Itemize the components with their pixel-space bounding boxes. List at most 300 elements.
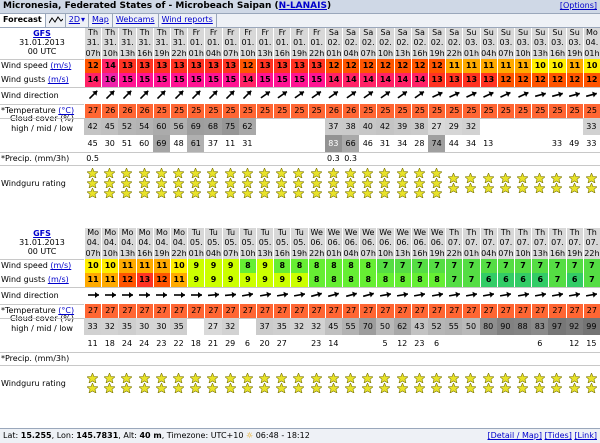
rating-cell <box>273 165 290 203</box>
wind-speed-cell: 13 <box>136 59 153 73</box>
tab-webcams[interactable]: Webcams <box>113 14 159 27</box>
wind-direction-cell <box>411 87 428 104</box>
day-cell: Th <box>531 228 548 238</box>
tab-wind-reports[interactable]: Wind reports <box>159 14 217 27</box>
hour-cell: 16h <box>412 49 428 58</box>
star-icon <box>311 178 322 188</box>
day-cell: Mo <box>583 28 600 38</box>
wind-speed-cell: 7 <box>376 259 393 273</box>
rating-cell <box>101 365 118 403</box>
cloud-mid-cell: 40 <box>359 118 376 135</box>
cloud-mid-cell: 35 <box>273 318 290 335</box>
wind-gusts-cell: 6 <box>497 273 514 287</box>
wind-arrow-icon <box>223 288 237 302</box>
cloud-mid-cell: 62 <box>239 118 256 135</box>
cloud-low-cell: 6 <box>537 339 543 348</box>
star-icon <box>414 168 425 178</box>
wind-direction-cell <box>153 287 170 304</box>
spot-code-link[interactable]: N-LANAIS <box>278 1 327 11</box>
temperature-cell: 27 <box>445 304 462 318</box>
rating-cell <box>256 165 273 203</box>
date-cell: 05. <box>256 238 273 248</box>
cloud-low-cell: 29 <box>225 339 236 348</box>
cloud-low-cell: 66 <box>342 135 359 152</box>
wind-gusts-cell: 12 <box>497 73 514 87</box>
wind-speed-cell: 10 <box>531 59 548 73</box>
precip-cell <box>566 152 583 165</box>
temperature-cell: 27 <box>359 304 376 318</box>
rating-cell <box>170 165 187 203</box>
precip-cell <box>514 352 531 365</box>
date-cell: 05. <box>239 238 256 248</box>
tides-link[interactable]: [Tides] <box>544 431 572 440</box>
cloud-low-cell <box>273 135 290 152</box>
day-cell: Sa <box>359 28 376 38</box>
rating-cell <box>290 365 307 403</box>
temperature-cell: 27 <box>101 304 118 318</box>
cloud-low-cell <box>445 335 462 352</box>
cloud-mid-cell: 52 <box>118 118 135 135</box>
wind-arrow-icon <box>154 288 168 302</box>
wind-direction-cell <box>325 87 342 104</box>
wind-gusts-cell: 15 <box>256 73 273 87</box>
cloud-layers-text: high / mid / low <box>11 124 73 133</box>
cloud-mid-cell: 38 <box>411 118 428 135</box>
temperature-cell: 27 <box>84 104 101 118</box>
hour-cell: 22h <box>309 249 325 258</box>
wind-speed-cell: 11 <box>136 259 153 273</box>
link-link[interactable]: [Link] <box>574 431 597 440</box>
lon-value: 145.7831 <box>76 431 119 440</box>
wind-arrow-icon <box>309 88 323 102</box>
cloud-low-cell: 27 <box>276 339 287 348</box>
hour-cell: 01h <box>463 249 480 258</box>
wind-direction-cell <box>204 87 221 104</box>
star-icon <box>104 383 115 393</box>
wind-arrow-icon <box>120 288 134 302</box>
hour-cell: 07h <box>85 249 101 258</box>
cloud-low-cell: 83 <box>325 135 342 152</box>
date-cell: 06. <box>376 238 393 248</box>
star-icon <box>293 168 304 178</box>
wind-direction-cell <box>480 87 497 104</box>
star-icon <box>259 383 270 393</box>
wind-speed-cell: 13 <box>170 59 187 73</box>
cloud-cover-label <box>0 114 84 134</box>
wind-speed-cell: 13 <box>222 59 239 73</box>
wind-gusts-cell: 13 <box>136 273 153 287</box>
wind-speed-cell: 7 <box>462 259 479 273</box>
wind-gusts-cell: 8 <box>428 273 445 287</box>
temperature-label-unit[interactable]: (°C) <box>58 106 75 115</box>
precip-cell: 0.3 <box>327 154 340 163</box>
day-cell: Th <box>136 28 153 38</box>
wind-speed-cell: 12 <box>359 59 376 73</box>
star-icon <box>345 188 356 198</box>
wind-direction-cell <box>153 87 170 104</box>
wind-direction-cell <box>428 287 445 304</box>
day-cell: We <box>359 228 376 238</box>
wind-gusts-cell: 13 <box>480 73 497 87</box>
precip-cell <box>531 352 548 365</box>
tab-forecast[interactable]: Forecast <box>0 14 46 27</box>
wind-direction-cell <box>308 287 325 304</box>
star-icon <box>311 383 322 393</box>
star-icon <box>156 178 167 188</box>
wind-direction-label-text: Wind direction <box>1 91 59 100</box>
cloud-mid-cell <box>239 318 256 335</box>
star-icon <box>87 188 98 198</box>
wind-arrow-icon <box>275 288 289 302</box>
star-icon <box>276 178 287 188</box>
wind-arrow-icon <box>430 88 444 102</box>
wind-direction-cell <box>548 287 565 304</box>
wind-speed-cell: 12 <box>325 59 342 73</box>
cloud-mid-cell <box>290 118 307 135</box>
wind-speed-cell: 14 <box>101 59 118 73</box>
wind-gusts-cell: 11 <box>84 273 101 287</box>
cloud-mid-cell <box>514 118 531 135</box>
model-link[interactable]: GFS <box>33 229 51 238</box>
temperature-cell: 26 <box>342 104 359 118</box>
cloud-mid-cell <box>273 118 290 135</box>
hour-cell: 01h <box>188 249 204 258</box>
wind-gusts-cell: 12 <box>514 73 531 87</box>
wind-gusts-cell: 15 <box>118 73 135 87</box>
star-icon <box>465 373 476 383</box>
tab-sparkline[interactable] <box>46 14 66 27</box>
precip-cell <box>462 152 479 165</box>
wind-direction-cell <box>480 287 497 304</box>
wind-gusts-cell: 6 <box>514 273 531 287</box>
wind-speed-cell: 9 <box>256 259 273 273</box>
temperature-cell: 25 <box>514 104 531 118</box>
wind-speed-cell: 8 <box>308 259 325 273</box>
options-link[interactable]: [Options] <box>559 1 597 10</box>
day-cell: Fr <box>222 28 239 38</box>
precip-cell <box>84 352 101 365</box>
cloud-low-cell: 12 <box>397 339 408 348</box>
wind-speed-cell: 13 <box>153 59 170 73</box>
cloud-cover-label <box>0 314 84 334</box>
wind-gusts-label-unit[interactable]: (m/s) <box>47 275 69 284</box>
hour-cell: 07h <box>223 49 239 58</box>
date-cell: 03. <box>531 38 548 48</box>
detail-map-link[interactable]: [Detail / Map] <box>487 431 542 440</box>
date-cell: 05. <box>187 238 204 248</box>
wind-gusts-label-unit[interactable]: (m/s) <box>47 75 69 84</box>
wind-gusts-cell: 9 <box>256 273 273 287</box>
star-icon <box>586 183 597 193</box>
wind-gusts-cell: 14 <box>84 73 101 87</box>
wind-gusts-cell: 6 <box>531 273 548 287</box>
temperature-cell: 27 <box>153 304 170 318</box>
model-link[interactable]: GFS <box>33 29 51 38</box>
temperature-cell: 25 <box>187 104 204 118</box>
tab-map[interactable]: Map <box>89 14 113 27</box>
day-cell: Fr <box>273 28 290 38</box>
rating-cell <box>376 165 393 203</box>
star-icon <box>448 373 459 383</box>
star-icon <box>121 188 132 198</box>
star-icon <box>379 373 390 383</box>
rating-cell <box>273 365 290 403</box>
wind-direction-cell <box>222 287 239 304</box>
temperature-cell: 27 <box>256 304 273 318</box>
wind-gusts-cell: 13 <box>445 73 462 87</box>
rating-cell <box>394 365 411 403</box>
model-run-date: 31.01.2013 <box>19 238 65 247</box>
star-icon <box>139 373 150 383</box>
star-icon <box>448 173 459 183</box>
precip-cell <box>153 352 170 365</box>
rating-cell <box>256 365 273 403</box>
temperature-cell: 25 <box>256 104 273 118</box>
star-icon <box>139 178 150 188</box>
wind-speed-cell: 13 <box>308 59 325 73</box>
hour-cell: 16h <box>549 49 566 58</box>
rating-cell <box>290 165 307 203</box>
cloud-low-cell: 51 <box>121 139 133 148</box>
wind-direction-cell <box>445 287 462 304</box>
date-cell: 31. <box>84 38 101 48</box>
star-icon <box>551 183 562 193</box>
day-cell: Su <box>566 28 583 38</box>
wind-direction-cell <box>462 87 479 104</box>
wind-speed-cell: 11 <box>153 259 170 273</box>
precip-cell <box>136 352 153 365</box>
wind-arrow-icon <box>533 288 547 302</box>
star-icon <box>431 373 442 383</box>
cloud-mid-cell <box>480 118 497 135</box>
star-icon <box>173 168 184 178</box>
wind-gusts-cell: 8 <box>308 273 325 287</box>
wind-direction-cell <box>325 287 342 304</box>
star-icon <box>242 383 253 393</box>
cloud-mid-cell: 35 <box>118 318 135 335</box>
date-cell: 03. <box>548 38 565 48</box>
precip-cell <box>204 352 221 365</box>
cloud-low-cell: 49 <box>569 139 580 148</box>
cloud-mid-cell: 30 <box>153 318 170 335</box>
hour-cell: 01h <box>326 49 342 58</box>
star-icon <box>397 373 408 383</box>
wind-arrow-icon <box>344 288 358 302</box>
wind-speed-cell: 11 <box>480 59 497 73</box>
star-icon <box>156 383 167 393</box>
hour-cell: 04h <box>205 249 222 258</box>
wind-gusts-cell: 6 <box>480 273 497 287</box>
temperature-cell: 27 <box>428 304 445 318</box>
cloud-layers-text: high / mid / low <box>11 324 73 333</box>
rating-cell <box>411 165 428 203</box>
temperature-label-unit[interactable]: (°C) <box>58 306 75 315</box>
hour-cell: 19h <box>567 249 583 258</box>
wind-speed-cell: 8 <box>239 259 256 273</box>
wind-direction-cell <box>497 87 514 104</box>
star-icon <box>500 373 511 383</box>
wind-gusts-cell: 14 <box>394 73 411 87</box>
star-icon <box>414 178 425 188</box>
precip-cell <box>548 352 565 365</box>
hour-cell: 07h <box>498 249 514 258</box>
rating-cell <box>118 165 135 203</box>
cloud-low-cell: 23 <box>311 339 322 348</box>
wind-gusts-cell: 13 <box>462 73 479 87</box>
date-cell: 04. <box>583 38 600 48</box>
cloud-mid-cell <box>256 118 273 135</box>
day-cell: Fr <box>308 28 325 38</box>
day-cell: Sa <box>376 28 393 38</box>
wind-gusts-cell: 15 <box>170 73 187 87</box>
date-cell: 05. <box>222 238 239 248</box>
star-icon <box>87 383 98 393</box>
wind-gusts-cell: 14 <box>376 73 393 87</box>
date-cell: 01. <box>256 38 273 48</box>
date-cell: 04. <box>101 238 118 248</box>
wind-gusts-cell: 7 <box>583 273 600 287</box>
rating-cell <box>480 365 497 403</box>
star-icon <box>242 168 253 178</box>
rating-cell <box>118 365 135 403</box>
rating-cell <box>394 165 411 203</box>
cloud-low-cell <box>480 335 497 352</box>
wind-gusts-cell: 12 <box>153 273 170 287</box>
wind-arrow-icon <box>344 88 358 102</box>
wind-arrow-icon <box>189 88 203 102</box>
star-icon <box>293 373 304 383</box>
day-cell: Sa <box>445 28 462 38</box>
cloud-low-cell: 60 <box>139 139 150 148</box>
hour-cell: 04h <box>481 249 497 258</box>
hour-cell: 10h <box>377 49 394 58</box>
star-icon <box>293 178 304 188</box>
rating-cell <box>514 365 531 403</box>
hour-cell: 19h <box>291 249 308 258</box>
precip-label-text: *Precip. (mm/3h) <box>1 354 70 363</box>
wind-speed-cell: 13 <box>187 59 204 73</box>
star-icon <box>431 383 442 393</box>
cloud-low-cell: 69 <box>153 135 170 152</box>
cloud-low-cell: 14 <box>328 339 339 348</box>
temperature-cell: 27 <box>531 304 548 318</box>
cloud-mid-cell: 33 <box>84 318 101 335</box>
tab-2d[interactable] <box>66 14 89 27</box>
day-cell: Th <box>514 228 531 238</box>
wind-gusts-cell: 15 <box>308 73 325 87</box>
tab-2d-label: 2D <box>68 15 80 24</box>
rating-cell <box>359 165 376 203</box>
wind-speed-cell: 8 <box>325 259 342 273</box>
cloud-mid-cell: 33 <box>583 118 600 135</box>
precip-cell <box>445 352 462 365</box>
wind-gusts-cell: 12 <box>118 273 135 287</box>
hour-cell: 01h <box>584 49 600 58</box>
wind-arrow-icon <box>86 88 100 102</box>
wind-speed-cell: 7 <box>480 259 497 273</box>
star-icon <box>259 178 270 188</box>
star-icon <box>345 178 356 188</box>
precip-cell <box>170 152 187 165</box>
hour-cell: 07h <box>360 49 376 58</box>
cloud-low-cell <box>514 335 531 352</box>
date-cell: 31. <box>170 38 187 48</box>
star-icon <box>379 168 390 178</box>
wind-arrow-icon <box>172 288 186 302</box>
rating-cell <box>84 165 101 203</box>
wind-arrow-icon <box>412 88 426 102</box>
cloud-low-cell: 33 <box>586 139 597 148</box>
precip-cell <box>497 152 514 165</box>
star-icon <box>121 383 132 393</box>
wind-speed-cell: 8 <box>290 259 307 273</box>
wind-speed-label-unit[interactable]: (m/s) <box>50 61 72 70</box>
wind-speed-cell: 13 <box>273 59 290 73</box>
date-cell: 02. <box>342 38 359 48</box>
day-cell: We <box>411 228 428 238</box>
sunrise-sunset: 06:48 - 18:12 <box>255 431 310 440</box>
star-icon <box>448 183 459 193</box>
wind-gusts-cell: 7 <box>445 273 462 287</box>
date-cell: 07. <box>566 238 583 248</box>
wind-arrow-icon <box>240 288 254 302</box>
cloud-low-cell <box>359 335 376 352</box>
day-cell: Tu <box>239 228 256 238</box>
star-icon <box>173 373 184 383</box>
cloud-low-cell: 13 <box>483 139 494 148</box>
cloud-mid-cell: 32 <box>462 118 479 135</box>
cloud-mid-cell: 99 <box>583 318 600 335</box>
star-icon <box>345 373 356 383</box>
star-icon <box>276 383 287 393</box>
hour-cell: 10h <box>102 249 118 258</box>
star-icon <box>551 383 562 393</box>
wind-arrow-icon <box>567 288 581 302</box>
hour-cell: 10h <box>515 249 531 258</box>
rating-label <box>0 165 84 203</box>
cloud-low-cell: 48 <box>173 139 184 148</box>
cloud-mid-cell: 97 <box>548 318 565 335</box>
wind-gusts-label <box>0 273 84 287</box>
wind-direction-cell <box>256 87 273 104</box>
wind-speed-label-unit[interactable]: (m/s) <box>50 261 72 270</box>
star-icon <box>225 188 236 198</box>
temperature-cell: 25 <box>170 104 187 118</box>
wind-gusts-cell: 8 <box>359 273 376 287</box>
wind-arrow-icon <box>550 88 564 102</box>
page-header <box>0 0 600 14</box>
rating-cell <box>566 165 583 203</box>
wind-arrow-icon <box>223 88 237 102</box>
temperature-cell: 25 <box>153 104 170 118</box>
wind-direction-cell <box>445 87 462 104</box>
cloud-mid-cell: 90 <box>497 318 514 335</box>
rating-cell <box>514 165 531 203</box>
wind-speed-cell: 7 <box>514 259 531 273</box>
star-icon <box>207 383 218 393</box>
date-cell: 31. <box>101 38 118 48</box>
hour-cell: 10h <box>240 249 256 258</box>
star-icon <box>311 168 322 178</box>
precip-cell <box>118 352 135 365</box>
precip-cell <box>359 152 376 165</box>
wind-arrow-icon <box>172 88 186 102</box>
star-icon <box>586 373 597 383</box>
precip-cell <box>308 152 325 165</box>
cloud-low-cell: 15 <box>586 339 597 348</box>
hour-cell: 13h <box>532 49 548 58</box>
date-cell: 02. <box>394 38 411 48</box>
